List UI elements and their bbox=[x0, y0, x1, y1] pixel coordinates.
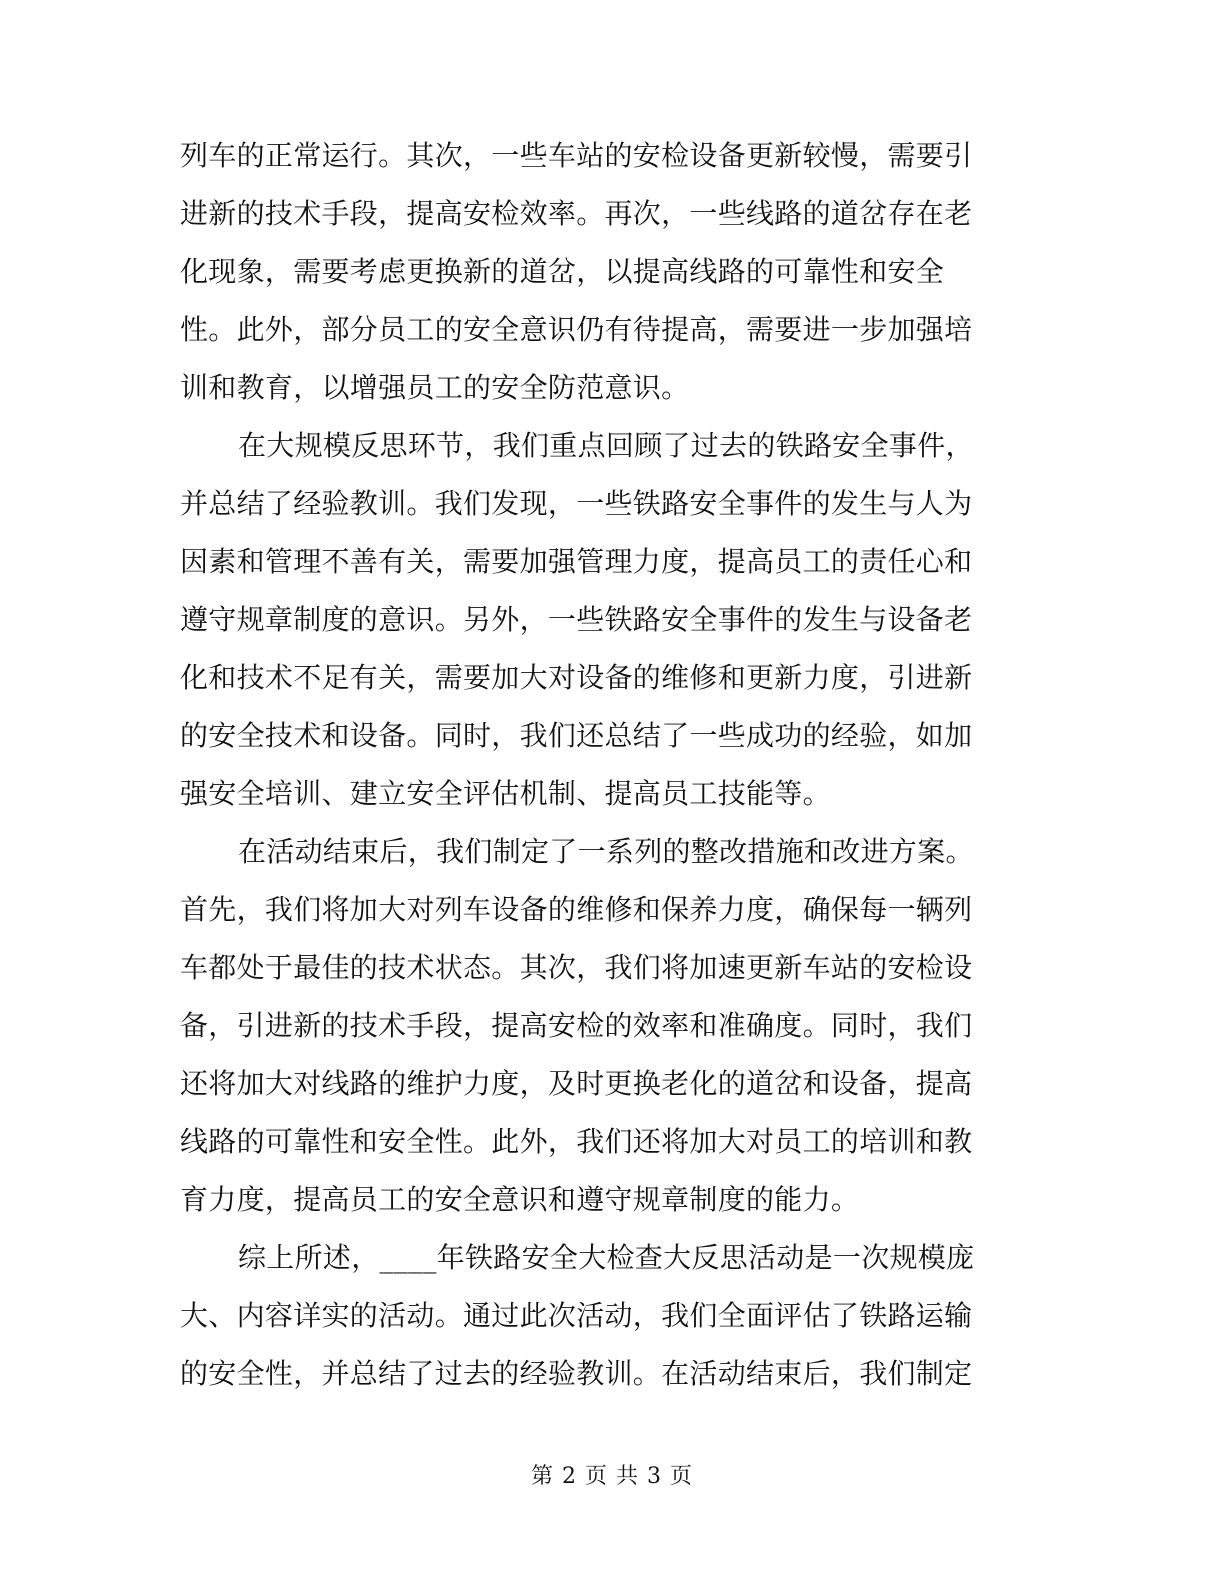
text-line: 化现象，需要考虑更换新的道岔，以提高线路的可靠性和安全 bbox=[180, 255, 945, 288]
text-line: 因素和管理不善有关，需要加强管理力度，提高员工的责任心和 bbox=[180, 545, 973, 578]
text-line: 并总结了经验教训。我们发现，一些铁路安全事件的发生与人为 bbox=[180, 487, 973, 520]
text-line: 备，引进新的技术手段，提高安检的效率和准确度。同时，我们 bbox=[180, 1009, 973, 1042]
text-line: 车都处于最佳的技术状态。其次，我们将加速更新车站的安检设 bbox=[180, 951, 973, 984]
page-number-footer: 第 2 页 共 3 页 bbox=[531, 1464, 693, 1489]
paragraph-first-line: 在活动结束后，我们制定了一系列的整改措施和改进方案。 bbox=[238, 835, 974, 868]
text-line: 训和教育，以增强员工的安全防范意识。 bbox=[180, 371, 690, 404]
paragraph-first-line: 综上所述，____年铁路安全大检查大反思活动是一次规模庞 bbox=[238, 1241, 975, 1274]
text-line: 性。此外，部分员工的安全意识仍有待提高，需要进一步加强培 bbox=[180, 313, 973, 346]
text-line: 育力度，提高员工的安全意识和遵守规章制度的能力。 bbox=[180, 1183, 860, 1216]
text-line: 进新的技术手段，提高安检效率。再次，一些线路的道岔存在老 bbox=[180, 197, 973, 230]
text-line: 列车的正常运行。其次，一些车站的安检设备更新较慢，需要引 bbox=[180, 139, 973, 172]
text-line: 首先，我们将加大对列车设备的维修和保养力度，确保每一辆列 bbox=[180, 893, 973, 926]
text-line: 强安全培训、建立安全评估机制、提高员工技能等。 bbox=[180, 777, 831, 810]
text-line: 的安全性，并总结了过去的经验教训。在活动结束后，我们制定 bbox=[180, 1357, 973, 1390]
text-line: 线路的可靠性和安全性。此外，我们还将加大对员工的培训和教 bbox=[180, 1125, 973, 1158]
text-line: 的安全技术和设备。同时，我们还总结了一些成功的经验，如加 bbox=[180, 719, 973, 752]
paragraph-first-line: 在大规模反思环节，我们重点回顾了过去的铁路安全事件， bbox=[238, 429, 974, 462]
text-line: 化和技术不足有关，需要加大对设备的维修和更新力度，引进新 bbox=[180, 661, 973, 694]
text-line: 还将加大对线路的维护力度，及时更换老化的道岔和设备，提高 bbox=[180, 1067, 973, 1100]
text-line: 遵守规章制度的意识。另外，一些铁路安全事件的发生与设备老 bbox=[180, 603, 973, 636]
text-line: 大、内容详实的活动。通过此次活动，我们全面评估了铁路运输 bbox=[180, 1299, 973, 1332]
